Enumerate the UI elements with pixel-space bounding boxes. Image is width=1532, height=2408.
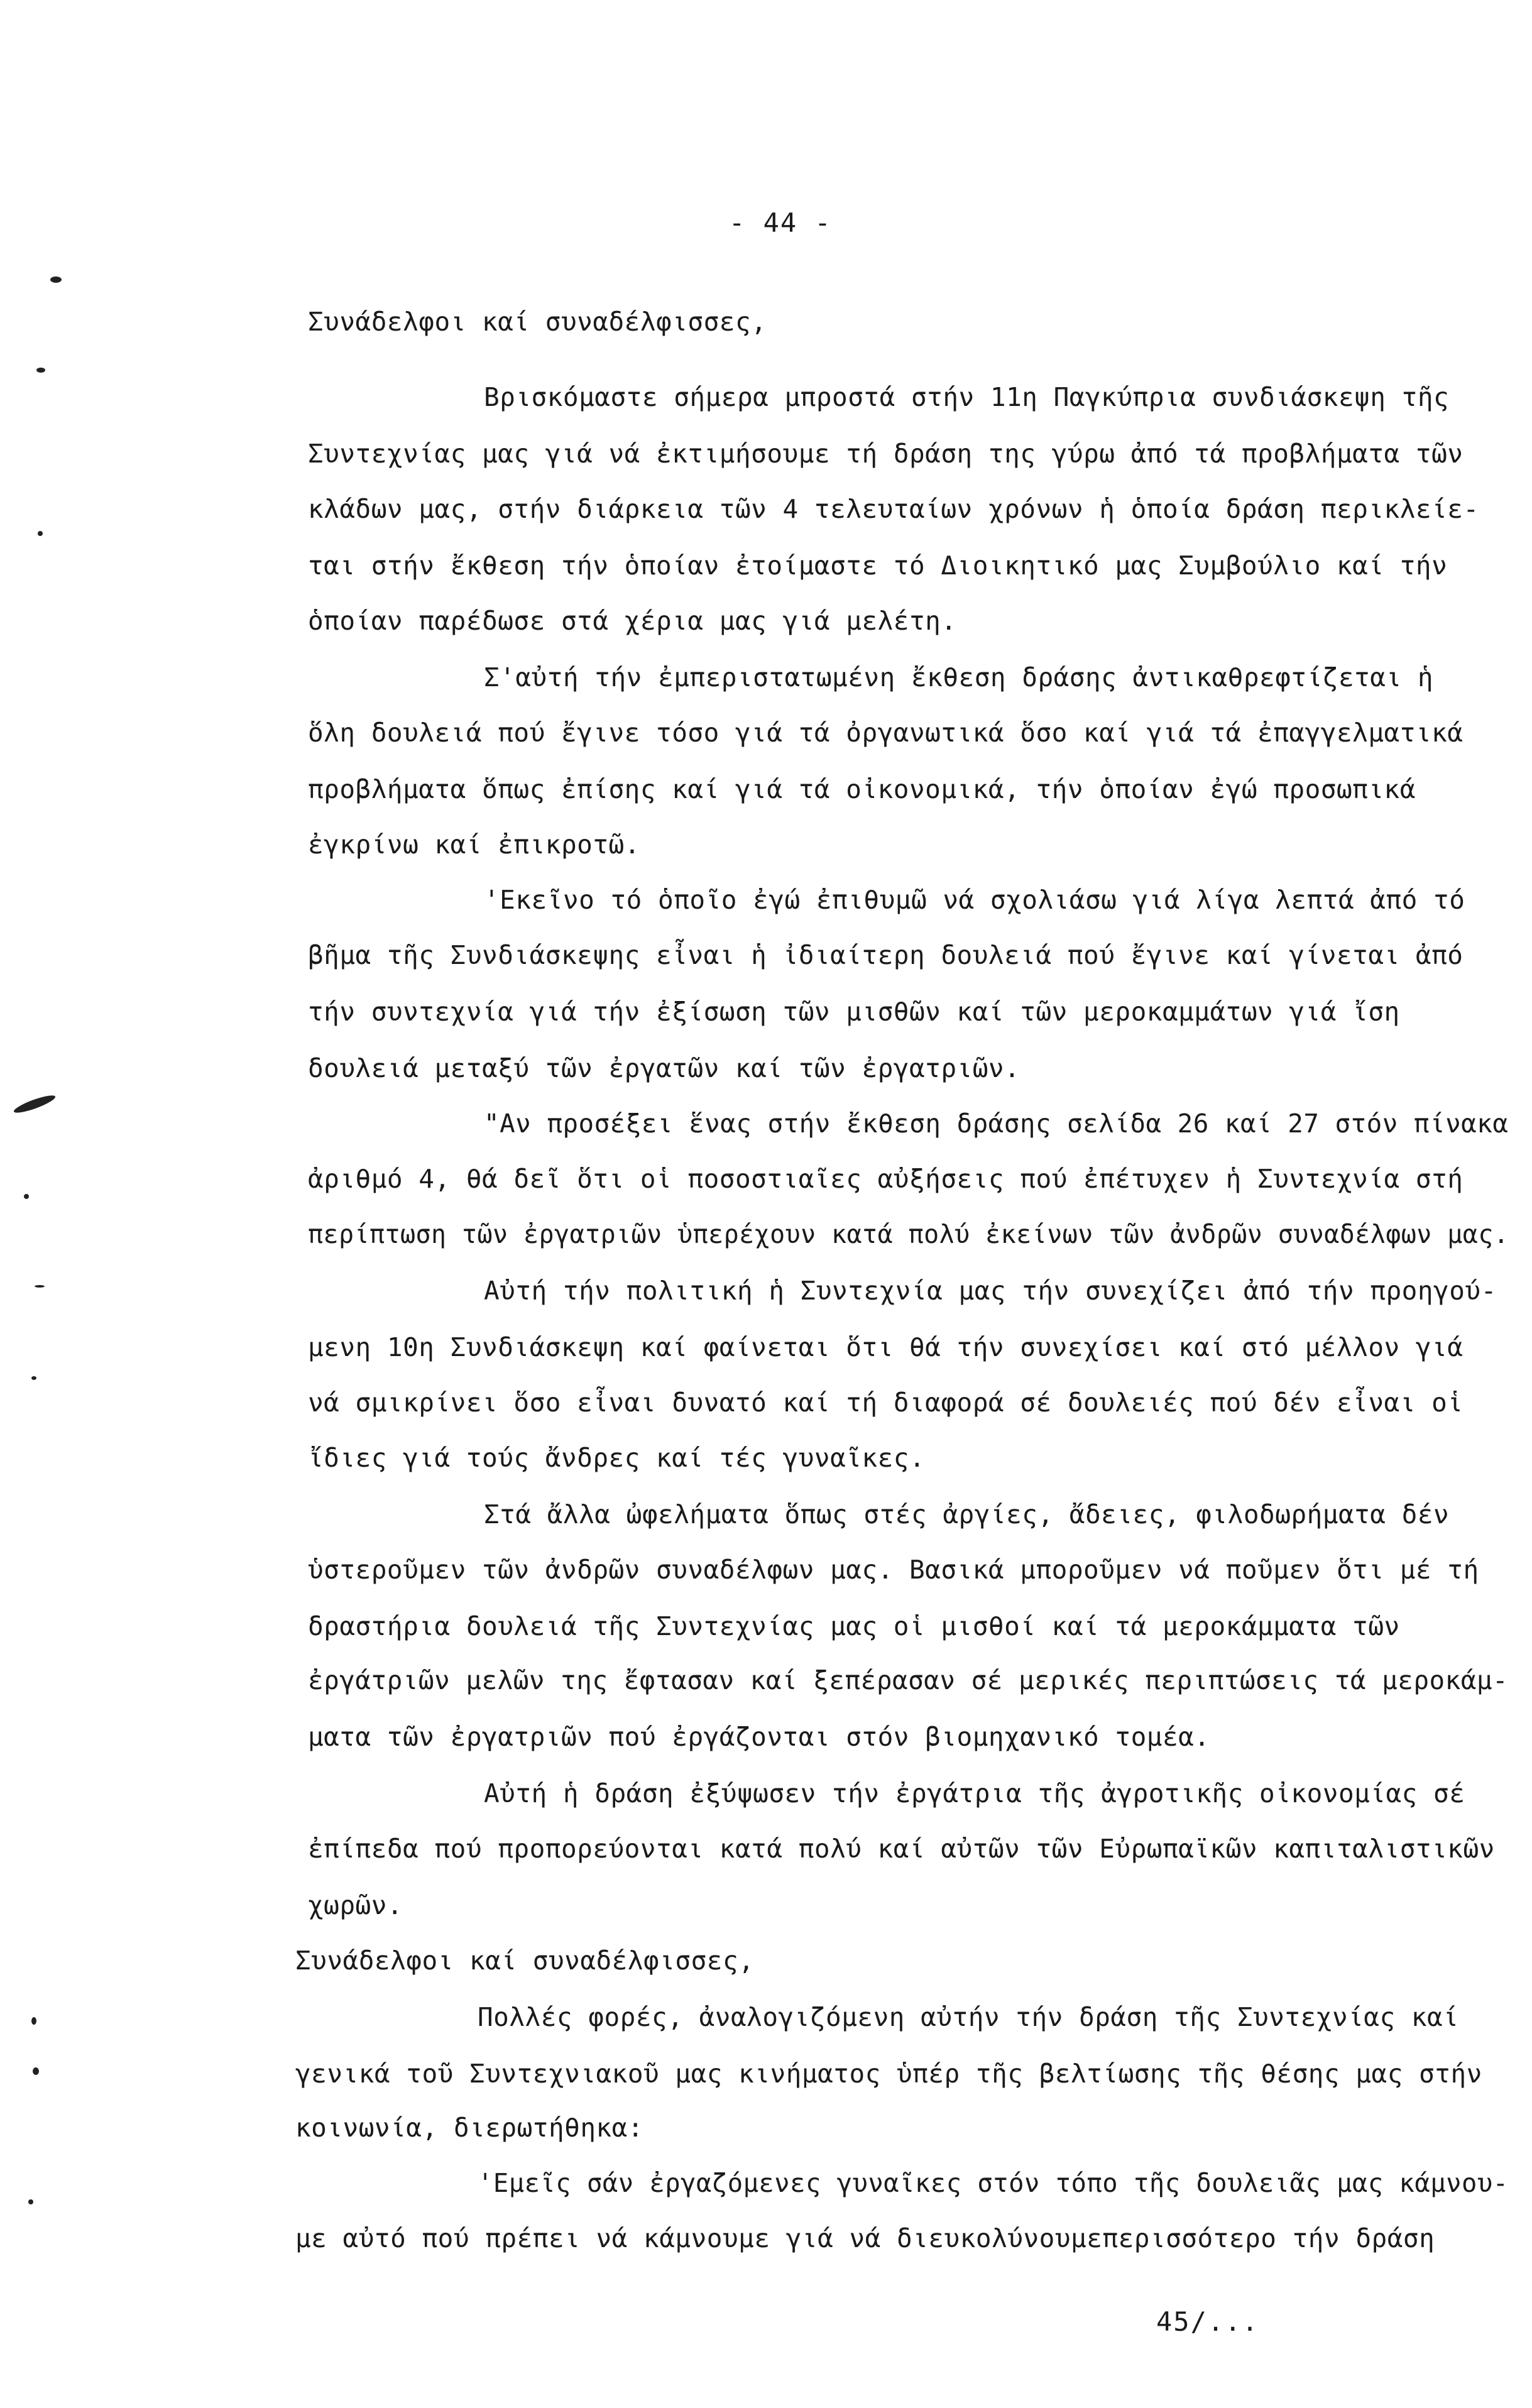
continuation-marker: 45/... xyxy=(1156,2306,1259,2337)
scan-speck xyxy=(36,368,45,373)
text-line: Συνάδελφοι καί συναδέλφισσες, xyxy=(295,1946,755,1976)
text-line: ἴδιες γιά τούς ἄνδρες καί τές γυναῖκες. xyxy=(308,1443,926,1473)
text-line: Συνάδελφοι καί συναδέλφισσες, xyxy=(308,307,767,337)
text-line: γενικά τοῦ Συντεχνιακοῦ μας κινήματος ὑπέρ τῆς βελτίωσης τῆς θέσης μας στήν xyxy=(295,2059,1482,2089)
scan-speck xyxy=(31,2017,36,2025)
text-line: ὑστεροῦμεν τῶν ἀνδρῶν συναδέλφων μας. Βασικά μποροῦμεν νά ποῦμεν ὅτι μέ τή xyxy=(308,1555,1479,1585)
scan-speck xyxy=(50,276,62,283)
text-line: 'Εκεῖνο τό ὁποῖο ἐγώ ἐπιθυμῶ νά σχολιάσω γιά λίγα λεπτά ἀπό τό xyxy=(484,885,1465,915)
text-line: ὁποίαν παρέδωσε στά χέρια μας γιά μελέτη. xyxy=(308,606,957,636)
text-line: Συντεχνίας μας γιά νά ἐκτιμήσουμε τή δράση της γύρω ἀπό τά προβλήματα τῶν xyxy=(308,439,1464,469)
page-number: - 44 - xyxy=(729,207,832,238)
text-line: ἐργάτριῶν μελῶν της ἔφτασαν καί ξεπέρασαν σέ μερικές περιπτώσεις τά μεροκάμ- xyxy=(308,1665,1509,1695)
text-line: προβλήματα ὅπως ἐπίσης καί γιά τά οἰκονομικά, τήν ὁποίαν ἐγώ προσωπικά xyxy=(308,774,1416,804)
text-line: ματα τῶν ἐργατριῶν πού ἐργάζονται στόν βιομηχανικό τομέα. xyxy=(308,1722,1210,1752)
text-line: "Αν προσέξει ἕνας στήν ἔκθεση δράσης σελίδα 26 καί 27 στόν πίνακα xyxy=(484,1108,1509,1139)
text-line: Βρισκόμαστε σήμερα μπροστά στήν 11η Παγκύπρια συνδιάσκεψη τῆς xyxy=(484,382,1450,412)
text-line: 'Εμεῖς σάν ἐργαζόμενες γυναῖκες στόν τόπο τῆς δουλειᾶς μας κάμνου- xyxy=(478,2168,1509,2198)
text-line: με αὐτό πού πρέπει νά κάμνουμε γιά νά διευκολύνουμεπερισσότερο τήν δράση xyxy=(295,2223,1435,2253)
text-line: ὅλη δουλειά πού ἔγινε τόσο γιά τά ὀργανωτικά ὅσο καί γιά τά ἐπαγγελματικά xyxy=(308,718,1464,748)
scan-speck xyxy=(33,2067,39,2075)
text-line: μενη 10η Συνδιάσκεψη καί φαίνεται ὅτι θά τήν συνεχίσει καί στό μέλλον γιά xyxy=(308,1332,1464,1362)
text-line: Στά ἄλλα ὠφελήματα ὅπως στές ἀργίες, ἄδειες, φιλοδωρήματα δέν xyxy=(484,1499,1450,1530)
text-line: Αὐτή τήν πολιτική ἡ Συντεχνία μας τήν συνεχίζει ἀπό τήν προηγού- xyxy=(484,1276,1497,1306)
text-line: Σ'αὐτή τήν ἐμπεριστατωμένη ἔκθεση δράσης ἀντικαθρεφτίζεται ἡ xyxy=(484,662,1434,692)
text-line: Πολλές φορές, ἀναλογιζόμενη αὐτήν τήν δράση τῆς Συντεχνίας καί xyxy=(478,2002,1459,2032)
scan-speck xyxy=(28,2199,33,2204)
text-line: κλάδων μας, στήν διάρκεια τῶν 4 τελευταίων χρόνων ἡ ὁποία δράση περικλείε- xyxy=(308,494,1479,524)
text-line: νά σμικρίνει ὅσο εἶναι δυνατό καί τή διαφορά σέ δουλειές πού δέν εἶναι οἱ xyxy=(308,1387,1464,1418)
text-line: βῆμα τῆς Συνδιάσκεψης εἶναι ἡ ἰδιαίτερη δουλειά πού ἔγινε καί γίνεται ἀπό xyxy=(308,940,1464,970)
text-line: Αὐτή ἡ δράση ἐξύψωσεν τήν ἐργάτρια τῆς ἀγροτικῆς οἰκονομίας σέ xyxy=(484,1778,1465,1809)
scan-speck xyxy=(13,1092,57,1115)
scan-speck xyxy=(31,1376,36,1380)
text-line: δραστήρια δουλειά τῆς Συντεχνίας μας οἱ μισθοί καί τά μεροκάμματα τῶν xyxy=(308,1611,1400,1641)
text-line: δουλειά μεταξύ τῶν ἐργατῶν καί τῶν ἐργατριῶν. xyxy=(308,1053,1020,1083)
text-line: ἀριθμό 4, θά δεῖ ὅτι οἱ ποσοστιαῖες αὐξήσεις πού ἐπέτυχεν ἡ Συντεχνία στή xyxy=(308,1164,1464,1194)
text-line: ἐγκρίνω καί ἐπικροτῶ. xyxy=(308,829,640,860)
scan-speck xyxy=(24,1194,29,1199)
scan-speck xyxy=(35,1285,45,1288)
text-line: κοινωνία, διερωτήθηκα: xyxy=(295,2113,644,2143)
text-line: χωρῶν. xyxy=(308,1890,403,1920)
text-line: ἐπίπεδα πού προπορεύονται κατά πολύ καί αὐτῶν τῶν Εὐρωπαϊκῶν καπιταλιστικῶν xyxy=(308,1834,1495,1864)
scan-speck xyxy=(38,531,43,536)
text-line: περίπτωση τῶν ἐργατριῶν ὑπερέχουν κατά πολύ ἐκείνων τῶν ἀνδρῶν συναδέλφων μας. xyxy=(308,1219,1509,1249)
text-line: ται στήν ἔκθεση τήν ὁποίαν ἐτοίμαστε τό Διοικητικό μας Συμβούλιο καί τήν xyxy=(308,550,1448,581)
text-line: τήν συντεχνία γιά τήν ἐξίσωση τῶν μισθῶν καί τῶν μεροκαμμάτων γιά ἴση xyxy=(308,997,1400,1027)
